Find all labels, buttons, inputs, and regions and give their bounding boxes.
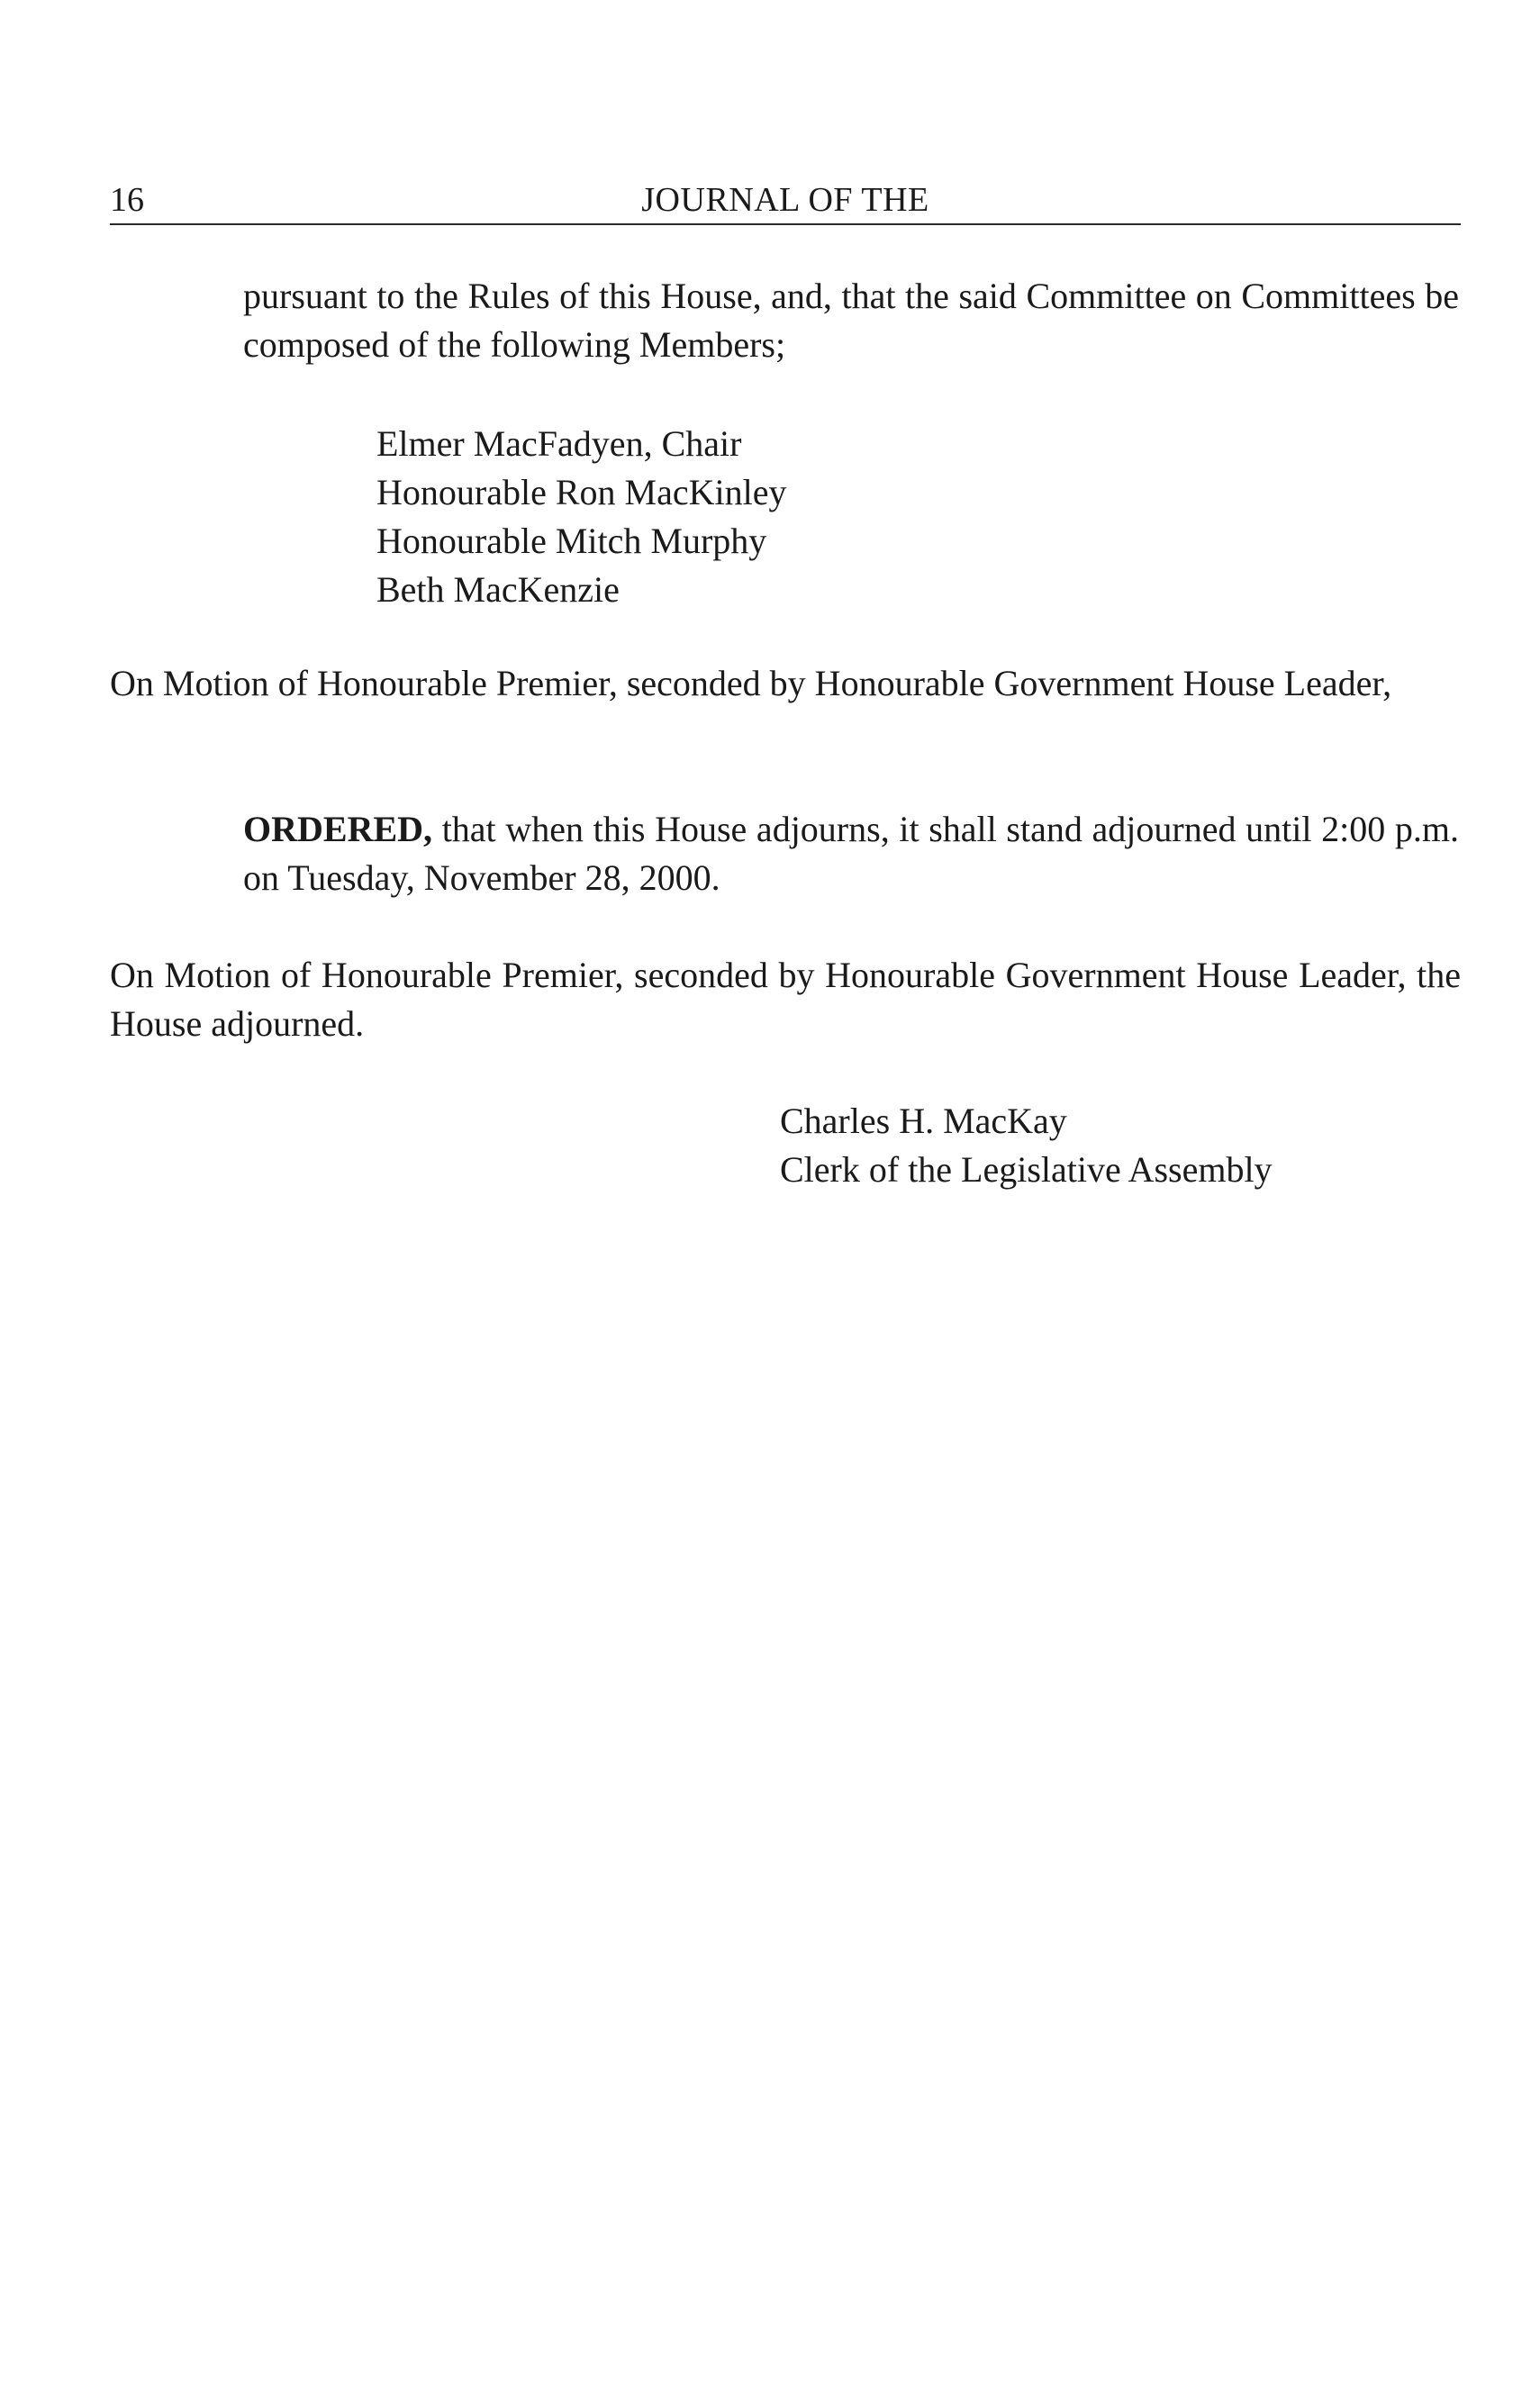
page-header [110,169,1461,225]
signatory-name: Charles H. MacKay [780,1101,1067,1141]
signatory-title: Clerk of the Legislative Assembly [780,1149,1273,1190]
committee-member: Elmer MacFadyen, Chair [376,423,742,464]
intro-paragraph: pursuant to the Rules of this House, and, that the said Committee on Committees be composed of the following Members; [243,276,1459,365]
order-text: that when this House adjourns, it shall stand adjourned until 2:00 p.m. on Tuesday, November 28, 2000. [243,809,1459,898]
committee-member: Honourable Ron MacKinley [376,472,787,512]
page-number: 16 [110,181,144,219]
ordered-keyword: ORDERED, [243,809,433,849]
committee-member: Beth MacKenzie [376,569,620,610]
motion-paragraph-one: On Motion of Honourable Premier, seconded by Honourable Government House Leader, [110,663,1392,703]
committee-member-list [376,420,1187,614]
running-head: JOURNAL OF THE [641,181,929,219]
order-paragraph [243,805,1459,902]
committee-member: Honourable Mitch Murphy [376,521,767,561]
signature-block [780,1097,1410,1194]
motion-paragraph-two: On Motion of Honourable Premier, seconded by Honourable Government House Leader, the House adjourned. [110,955,1461,1044]
